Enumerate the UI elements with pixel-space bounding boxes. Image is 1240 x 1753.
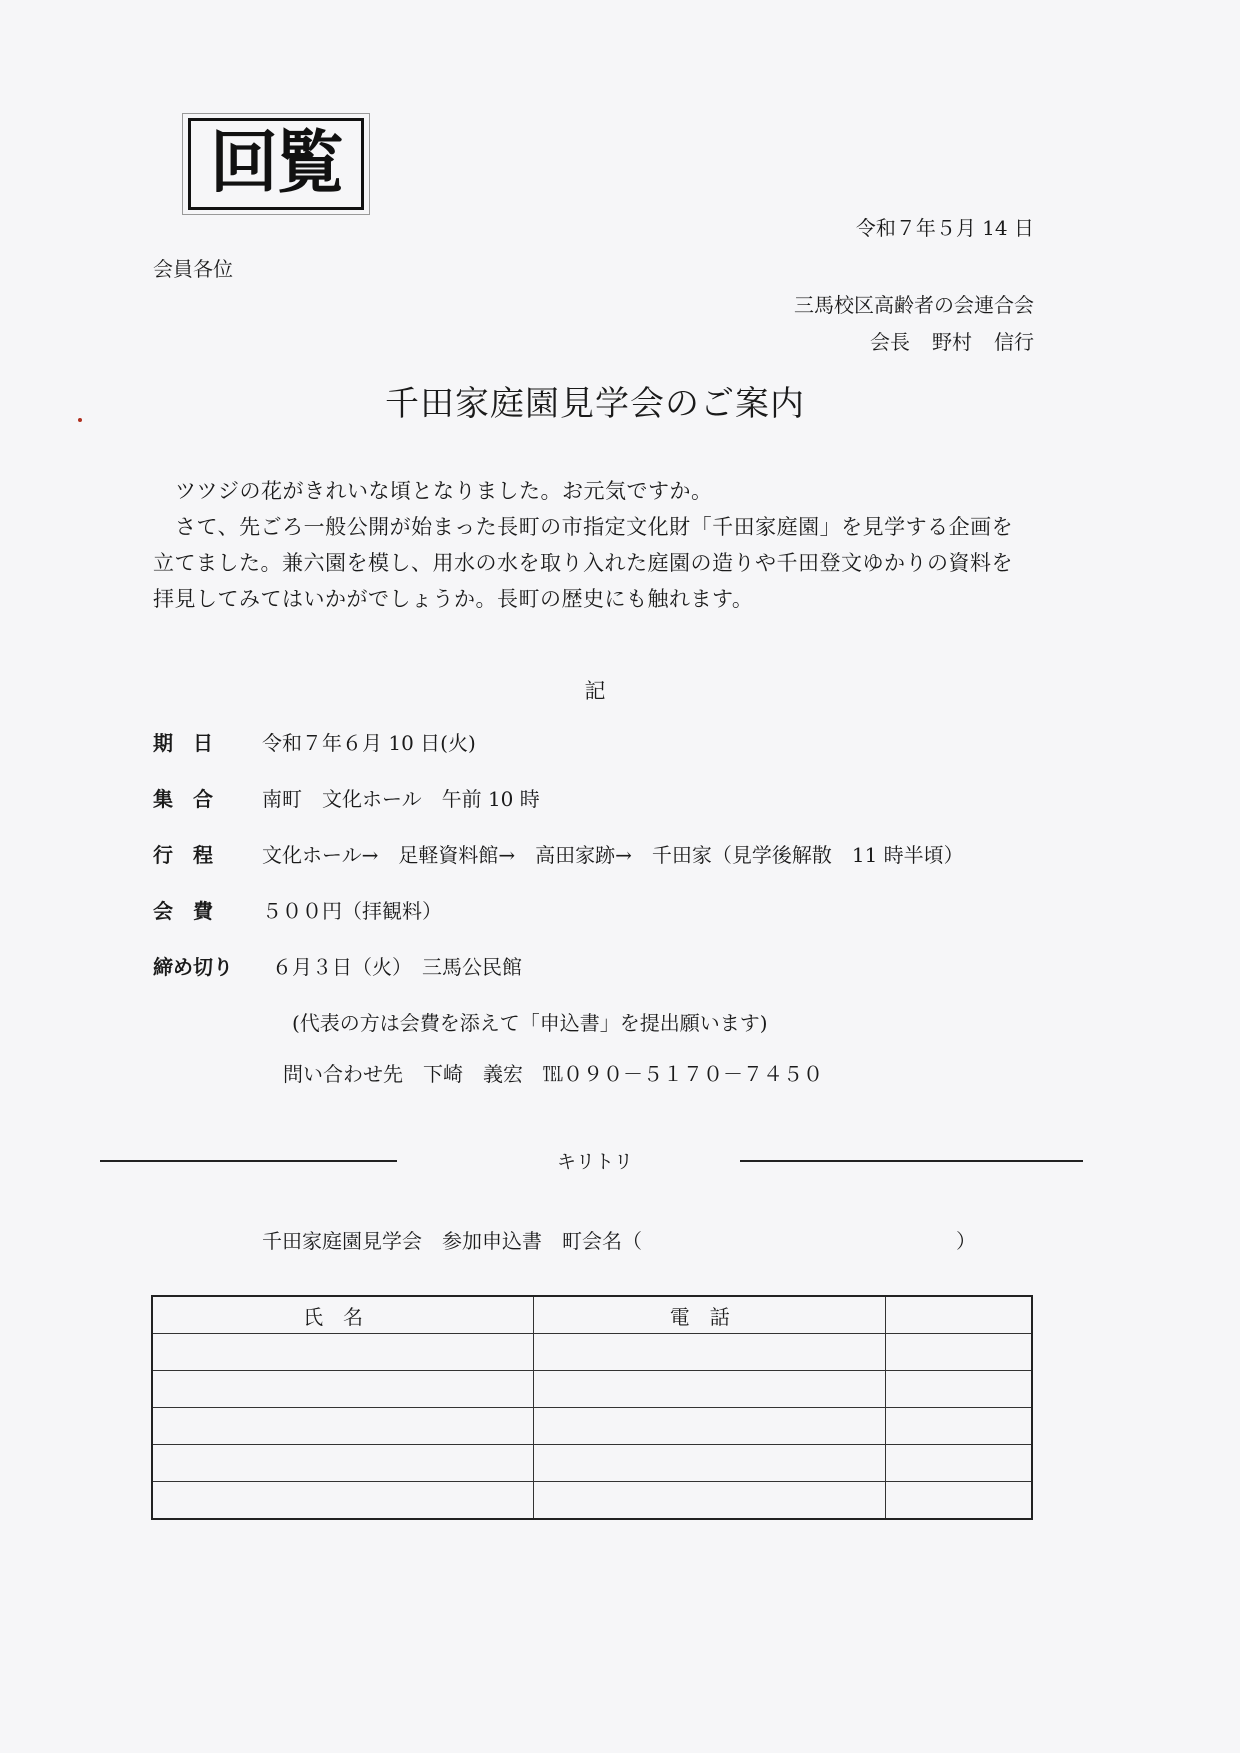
chair-given-name: 信行 [994,330,1034,354]
detail-label-deadline: 締め切り [153,955,233,979]
extra-cell[interactable] [886,1371,1032,1408]
detail-label-meeting: 集 合 [153,787,213,811]
body-line-greeting: ツツジの花がきれいな頃となりました。お元気ですか。 [175,479,713,503]
cut-label: キリトリ [556,1151,633,1173]
extra-cell[interactable] [886,1482,1032,1520]
sender-chair [870,326,1034,355]
contact-phone: ℡０９０－５１７０－７４５０ [543,1062,823,1086]
issue-date: 令和７年５月 14 日 [855,216,1034,240]
name-cell[interactable] [152,1408,534,1445]
ki-heading: 記 [584,679,606,703]
contact-label: 問い合わせ先 [283,1062,403,1086]
form-title-close: ） [956,1229,976,1253]
sender-organization: 三馬校区高齢者の会連合会 [794,293,1034,317]
name-cell[interactable] [152,1334,534,1371]
paper-speck [78,418,82,422]
column-header-phone: 電話 [534,1296,886,1334]
chair-family-name: 野村 [932,330,972,354]
contact-line [283,1058,823,1087]
table-row [152,1408,1032,1445]
detail-value-fee: ５００円（拝観料） [262,899,442,923]
table-row [152,1445,1032,1482]
detail-value-deadline: ６月３日（火） 三馬公民館 [272,955,522,979]
phone-cell[interactable] [534,1371,886,1408]
chair-title: 会長 [870,330,910,354]
table-row [152,1371,1032,1408]
detail-value-date: 令和７年６月 10 日(火) [262,731,476,755]
contact-name: 下崎 義宏 [423,1062,523,1086]
detail-label-fee: 会 費 [153,899,213,923]
circulation-stamp: 回覧 [188,118,364,210]
name-cell[interactable] [152,1445,534,1482]
signup-table [151,1295,1033,1520]
table-row [152,1482,1032,1520]
detail-label-date: 期 日 [153,731,213,755]
detail-label-itinerary: 行 程 [153,843,213,867]
phone-cell[interactable] [534,1482,886,1520]
column-header-extra [886,1296,1032,1334]
table-header-row [152,1296,1032,1334]
body-line-main: さて、先ごろ一般公開が始まった長町の市指定文化財「千田家庭園」を見学する企画を立てました。兼六園を模し、用水の水を取り入れた庭園の造りや千田登文ゆかりの資料を拝見してみてはいかがでしょうか。長町の歴史にも触れます。 [153,515,1014,611]
phone-cell[interactable] [534,1334,886,1371]
form-title: 千田家庭園見学会 参加申込書 町会名（ [262,1229,642,1253]
column-header-name: 氏名 [152,1296,534,1334]
detail-value-meeting: 南町 文化ホール 午前 10 時 [262,787,540,811]
cut-line-right [740,1160,1083,1162]
phone-cell[interactable] [534,1408,886,1445]
phone-cell[interactable] [534,1445,886,1482]
extra-cell[interactable] [886,1408,1032,1445]
name-cell[interactable] [152,1371,534,1408]
submission-note: (代表の方は会費を添えて「申込書」を提出願います) [292,1011,768,1035]
document-title: 千田家庭園見学会のご案内 [385,384,805,424]
name-cell[interactable] [152,1482,534,1520]
extra-cell[interactable] [886,1334,1032,1371]
body-text [153,473,1033,617]
extra-cell[interactable] [886,1445,1032,1482]
table-row [152,1334,1032,1371]
addressee: 会員各位 [153,257,233,281]
detail-value-itinerary: 文化ホール→ 足軽資料館→ 高田家跡→ 千田家（見学後解散 11 時半頃） [262,843,964,867]
